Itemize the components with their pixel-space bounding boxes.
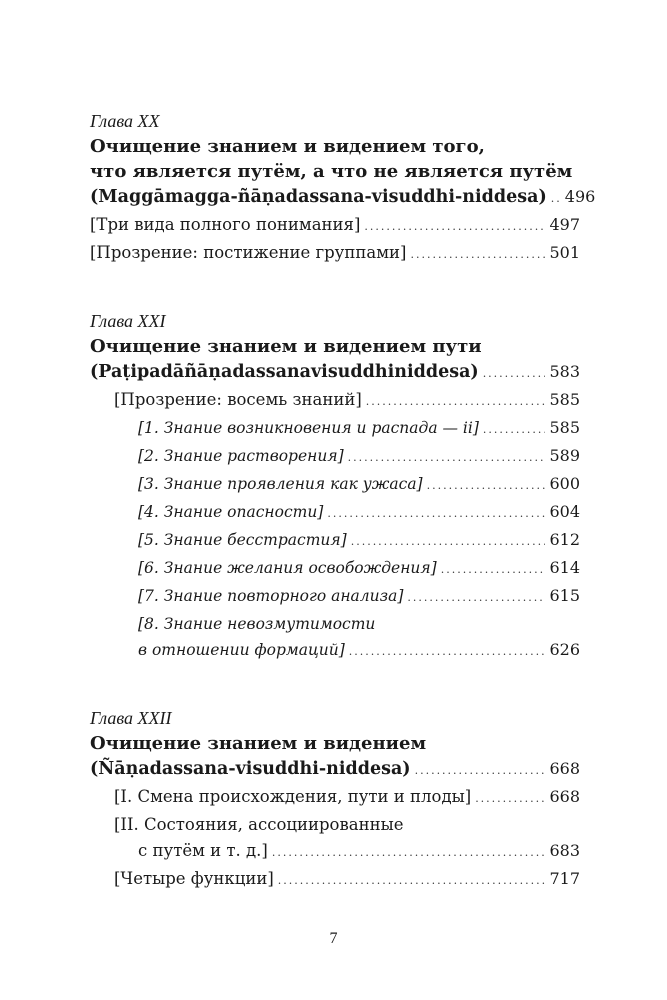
toc-entry[interactable] — [90, 443, 580, 471]
toc-entry-line1[interactable]: [8. Знание невозмутимости — [138, 615, 376, 633]
page-ref: 683 — [549, 841, 580, 860]
entry-text: [Прозрение: восемь знаний] — [114, 390, 362, 409]
page-ref: 604 — [549, 502, 580, 521]
page-number: 7 — [329, 930, 338, 947]
chapter-title-line: что является путём, а что не является путём — [90, 161, 573, 182]
dot-leader — [410, 242, 545, 268]
chapter-title-line: Очищение знанием и видением того, — [90, 136, 485, 157]
toc-entry-section[interactable] — [90, 387, 580, 415]
dot-leader — [427, 473, 546, 499]
chapter-title-line: Очищение знанием и видением — [90, 733, 427, 754]
entry-text: [3. Знание проявления как ужаса] — [138, 475, 423, 493]
entry-text: [Четыре функции] — [114, 869, 274, 888]
page-ref: 583 — [549, 362, 580, 381]
dot-leader — [551, 186, 561, 212]
entry-text: [Прозрение: постижение группами] — [90, 243, 407, 262]
chapter-label: Глава XXI — [90, 311, 166, 331]
toc-entry-main[interactable] — [90, 359, 580, 387]
toc-entry[interactable] — [90, 499, 580, 527]
entry-text: (Maggāmagga-ñāṇadassana-visuddhi-niddesa) — [90, 187, 547, 207]
page-ref: 626 — [549, 640, 580, 659]
page-ref: 600 — [549, 474, 580, 493]
entry-text: в отношении формаций] — [138, 641, 345, 659]
entry-text: [2. Знание растворения] — [138, 447, 344, 465]
dot-leader — [483, 417, 546, 443]
toc-entry-line1[interactable]: [II. Состояния, ассоциированные — [114, 815, 404, 834]
page-ref: 668 — [549, 787, 580, 806]
entry-text: (Paṭipadāñāṇadassanavisuddhiniddesa) — [90, 362, 479, 382]
page-ref: 615 — [549, 586, 580, 605]
page-ref: 585 — [549, 390, 580, 409]
page-ref: 589 — [549, 446, 580, 465]
toc-entry[interactable] — [90, 866, 580, 894]
entry-text: [1. Знание возникновения и распада — ii] — [138, 419, 479, 437]
table-of-contents — [90, 108, 596, 934]
dot-leader — [441, 557, 546, 583]
dot-leader — [483, 361, 546, 387]
entry-text: [4. Знание опасности] — [138, 503, 324, 521]
toc-entry[interactable] — [90, 784, 580, 812]
page-ref: 612 — [549, 530, 580, 549]
chapter-title-line: Очищение знанием и видением пути — [90, 336, 482, 357]
chapter-21 — [90, 308, 580, 665]
entry-text: [I. Смена происхождения, пути и плоды] — [114, 787, 472, 806]
toc-entry-main[interactable] — [90, 184, 596, 212]
dot-leader — [278, 868, 546, 894]
page-ref: 614 — [549, 558, 580, 577]
chapter-label: Глава XX — [90, 111, 160, 131]
entry-text: (Ñāṇadassana-visuddhi-niddesa) — [90, 759, 411, 779]
page-ref: 497 — [549, 215, 580, 234]
toc-entry[interactable] — [90, 415, 580, 443]
toc-entry[interactable] — [90, 555, 580, 583]
toc-entry-main[interactable] — [90, 756, 580, 784]
chapter-22 — [90, 705, 580, 894]
toc-entry[interactable] — [90, 212, 580, 240]
dot-leader — [364, 214, 545, 240]
dot-leader — [349, 639, 546, 665]
toc-entry[interactable] — [90, 471, 580, 499]
entry-text: [7. Знание повторного анализа] — [138, 587, 404, 605]
toc-entry[interactable] — [90, 527, 580, 555]
entry-text: с путём и т. д.] — [138, 841, 268, 860]
page-ref: 717 — [549, 869, 580, 888]
toc-entry[interactable] — [90, 637, 580, 665]
dot-leader — [272, 840, 546, 866]
page-ref: 668 — [549, 759, 580, 778]
dot-leader — [348, 445, 546, 471]
entry-text: [6. Знание желания освобождения] — [138, 559, 437, 577]
dot-leader — [327, 501, 545, 527]
dot-leader — [366, 389, 546, 415]
entry-text: [Три вида полного понимания] — [90, 215, 361, 234]
dot-leader — [351, 529, 546, 555]
entry-text: [5. Знание бесстрастия] — [138, 531, 347, 549]
dot-leader — [407, 585, 545, 611]
dot-leader — [475, 786, 545, 812]
chapter-20 — [90, 108, 596, 268]
page-ref: 496 — [564, 187, 596, 206]
page-ref: 585 — [549, 418, 580, 437]
page-ref: 501 — [549, 243, 580, 262]
toc-entry[interactable] — [90, 583, 580, 611]
toc-entry[interactable] — [90, 838, 580, 866]
dot-leader — [415, 758, 546, 784]
toc-entry[interactable] — [90, 240, 580, 268]
chapter-label: Глава XXII — [90, 708, 172, 728]
